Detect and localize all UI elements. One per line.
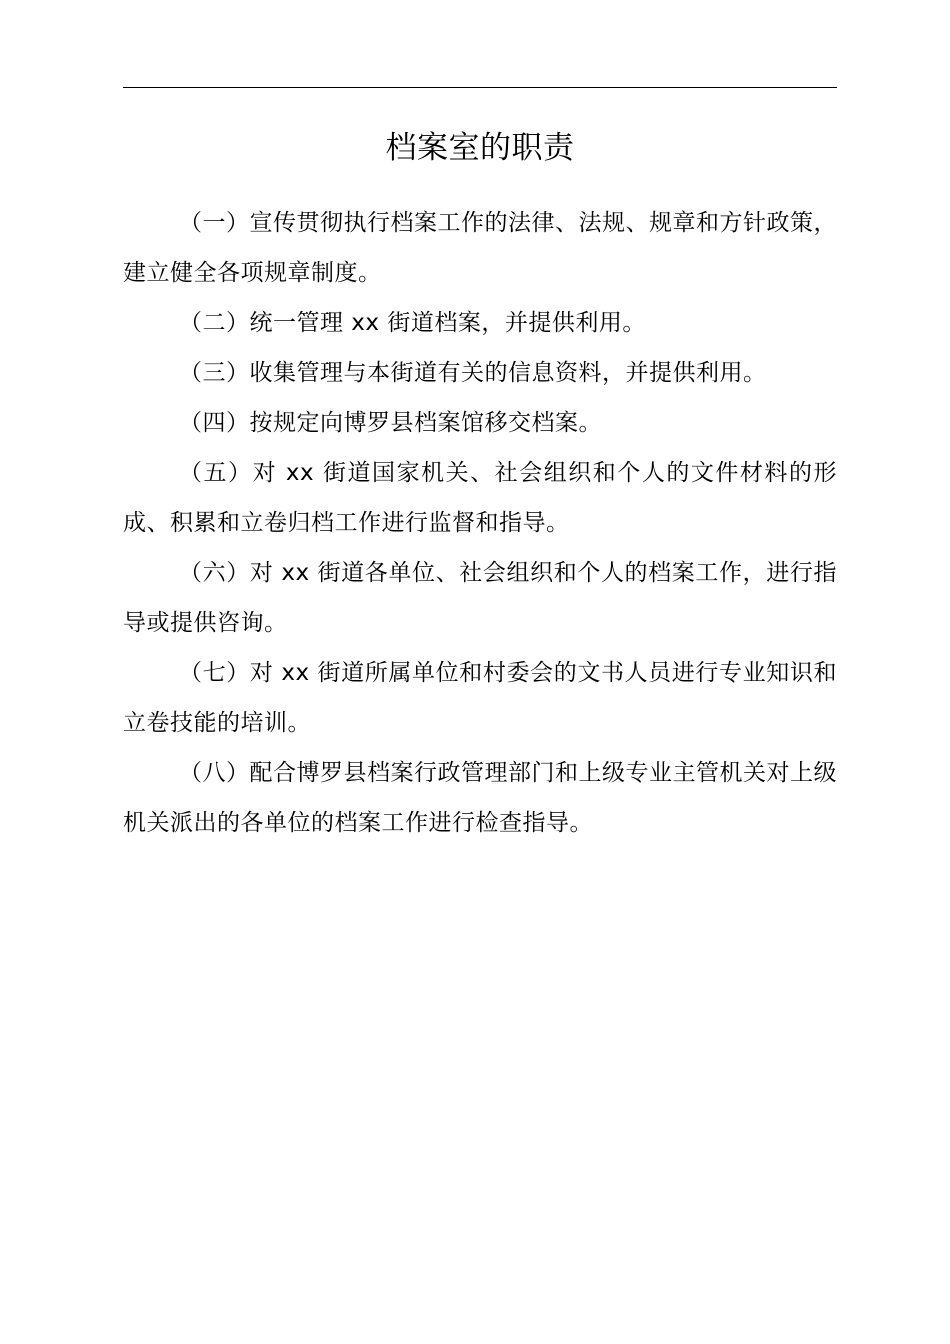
document-title: 档案室的职责 [385,130,575,166]
duty-paragraph-8: （八）配合博罗县档案行政管理部门和上级专业主管机关对上级机关派出的各单位的档案工作进行检查指导。 [123,760,837,836]
duty-paragraph-6: （六）对 xx 街道各单位、社会组织和个人的档案工作，进行指导或提供咨询。 [123,560,837,636]
header-rule [123,87,837,88]
duty-paragraph-2: （二）统一管理 xx 街道档案，并提供利用。 [179,310,646,336]
duty-paragraph-1: （一）宣传贯彻执行档案工作的法律、法规、规章和方针政策，建立健全各项规章制度。 [123,210,837,286]
duty-paragraph-5: （五）对 xx 街道国家机关、社会组织和个人的文件材料的形成、积累和立卷归档工作进行监督和指导。 [123,460,837,536]
document-body [123,198,837,848]
duty-paragraph-4: （四）按规定向博罗县档案馆移交档案。 [179,410,602,436]
duty-paragraph-3: （三）收集管理与本街道有关的信息资料，并提供利用。 [179,360,767,386]
duty-paragraph-7: （七）对 xx 街道所属单位和村委会的文书人员进行专业知识和立卷技能的培训。 [123,660,837,736]
